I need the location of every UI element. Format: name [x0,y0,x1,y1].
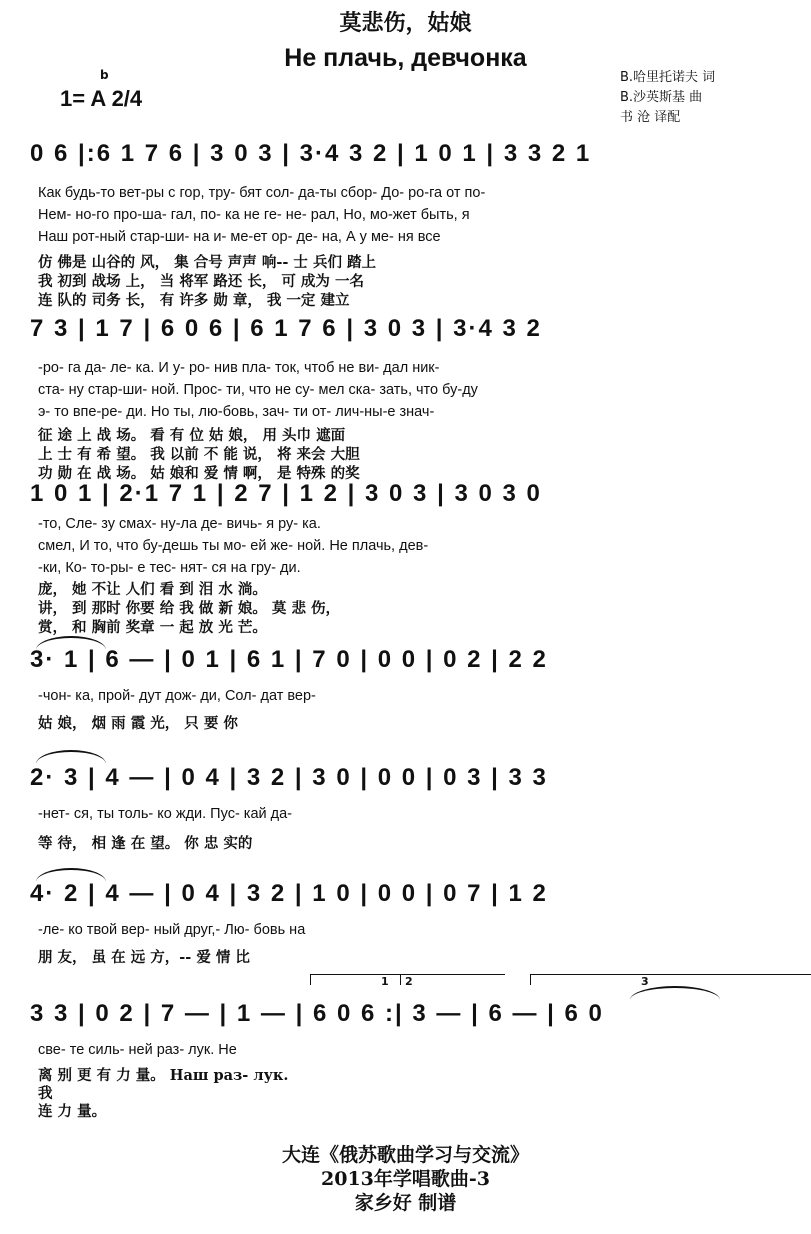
credit-translator: 书 沧 译配 [620,110,681,125]
volta-first-ending: 1 [310,974,461,985]
key-signature: 1= A 2/4 [60,86,143,111]
lyric-ru-line: -чон- ка, прой- дут дож- ди, Сол- дат вер- [38,688,316,704]
footer-year: 2013年学唱歌曲-3 [321,1168,490,1190]
song-title-russian: Не плачь, девчонка [284,44,527,72]
key-flat-sign: b [100,68,109,82]
lyric-cn-line: 离 别 更 有 力 量。 Наш раз- лук. [38,1067,289,1084]
lyric-ru-line: -ки, Ко- то-ры- е тес- нят- ся на гру- ди. [38,560,301,576]
volta-third-ending: 3 [530,974,811,985]
notes-line: 3· 1 | 6 — | 0 1 | 6 1 | 7 0 | 0 0 | 0 2 | 2 2 [30,646,548,673]
lyric-cn-line: 我 初到 战场 上， 当 将军 路还 长， 可 成为 一名 [38,273,364,290]
lyric-cn-line: 朋 友， 虽 在 远 方，-- 爱 情 比 [38,949,250,966]
footer-author: 家乡好 制谱 [354,1192,457,1214]
lyric-ru-line: -ро- га да- ле- ка. И у- ро- нив пла- ток, чтоб не ви- дал ник- [38,360,440,376]
notes-line: 7 3 | 1 7 | 6 0 6 | 6 1 7 6 | 3 0 3 | 3·4 3 2 [30,315,542,342]
slur-mark [630,986,720,1000]
staff-system-1 [0,140,811,167]
staff-system-2 [0,315,811,342]
lyric-cn-line: 赏， 和 胸前 奖章 一 起 放 光 芒。 [38,619,267,636]
staff-system-7 [0,1000,811,1027]
credit-composer: B.沙英斯基 曲 [620,90,703,105]
credit-lyricist: B.哈里托诺夫 词 [620,70,716,85]
notes-line: 4· 2 | 4 — | 0 4 | 3 2 | 1 0 | 0 0 | 0 7 | 1 2 [30,880,548,907]
lyric-cn-line: 等 待， 相 逢 在 望。 你 忠 实的 [38,835,253,852]
lyric-ru-line: Как будь-то вет-ры с гор, тру- бят сол- да-ты сбор- До- ро-га от по- [38,185,486,201]
lyric-cn-line: 仿 佛是 山谷的 风， 集 合号 声声 响-- 士 兵们 踏上 [38,254,377,271]
notes-line: 0 6 |:6 1 7 6 | 3 0 3 | 3·4 3 2 | 1 0 1 | 3 3 2 1 [30,140,592,167]
staff-system-3 [0,480,811,507]
lyric-ru-line: смел, И то, что бу-дешь ты мо- ей же- ной. Не плачь, дев- [38,538,429,554]
staff-system-5 [0,764,811,791]
lyric-ru-line: Наш рот-ный стар-ши- на и- ме-ет ор- де- на, А у ме- ня все [38,229,441,245]
lyric-cn-line: 连 队的 司务 长， 有 许多 勋 章， 我 一定 建立 [38,292,350,309]
footer-source: 大连《俄苏歌曲学习与交流》 [281,1144,529,1166]
slur-mark [36,750,106,764]
lyric-ru-line: све- те силь- ней раз- лук. Не [38,1042,237,1058]
lyric-ru-line: ста- ну стар-ши- ной. Прос- ти, что не су- мел ска- зать, что бу-ду [38,382,478,398]
lyric-ru-line: Нем- но-го про-ша- гал, по- ка не ге- не- рал, Но, мо-жет быть, я [38,207,470,223]
lyric-ru-line: -нет- ся, ты толь- ко жди. Пус- кай да- [38,806,293,822]
lyric-cn-line: 讲， 到 那时 你要 给 我 做 新 娘。 莫 悲 伤， [38,600,341,617]
lyric-ru-line: -ле- ко твой вер- ный друг,- Лю- бовь на [38,922,306,938]
staff-system-4 [0,646,811,673]
lyric-cn-line: 征 途 上 战 场。 看 有 位 姑 娘， 用 头巾 遮面 [38,427,346,444]
lyric-cn-line: 功 勋 在 战 场。 姑 娘和 爱 情 啊， 是 特殊 的奖 [38,465,360,482]
lyric-ru-line: -то, Сле- зу смах- ну-ла де- вичь- я ру- ка. [38,516,321,532]
lyric-cn-line: 连 力 量。 [38,1103,107,1120]
notes-line: 1 0 1 | 2·1 7 1 | 2 7 | 1 2 | 3 0 3 | 3 0 3 0 [30,480,542,507]
lyric-cn-line: 姑 娘， 烟 雨 霞 光， 只 要 你 [38,715,238,732]
lyric-cn-line: 我 [38,1085,53,1102]
volta-second-ending: 2 [400,974,505,985]
lyric-cn-line: 庞， 她 不让 人们 看 到 泪 水 淌。 [38,581,267,598]
notes-line: 3 3 | 0 2 | 7 — | 1 — | 6 0 6 :| 3 — | 6 — | 6 0 [30,1000,604,1027]
staff-system-6 [0,880,811,907]
lyric-cn-line: 上 士 有 希 望。 我 以前 不 能 说， 将 来会 大胆 [38,446,360,463]
notes-line: 2· 3 | 4 — | 0 4 | 3 2 | 3 0 | 0 0 | 0 3 | 3 3 [30,764,548,791]
song-title-chinese: 莫悲伤，姑娘 [339,10,472,36]
lyric-ru-line: э- то впе-ре- ди. Но ты, лю-бовь, зач- ти от- лич-ны-е знач- [38,404,435,420]
